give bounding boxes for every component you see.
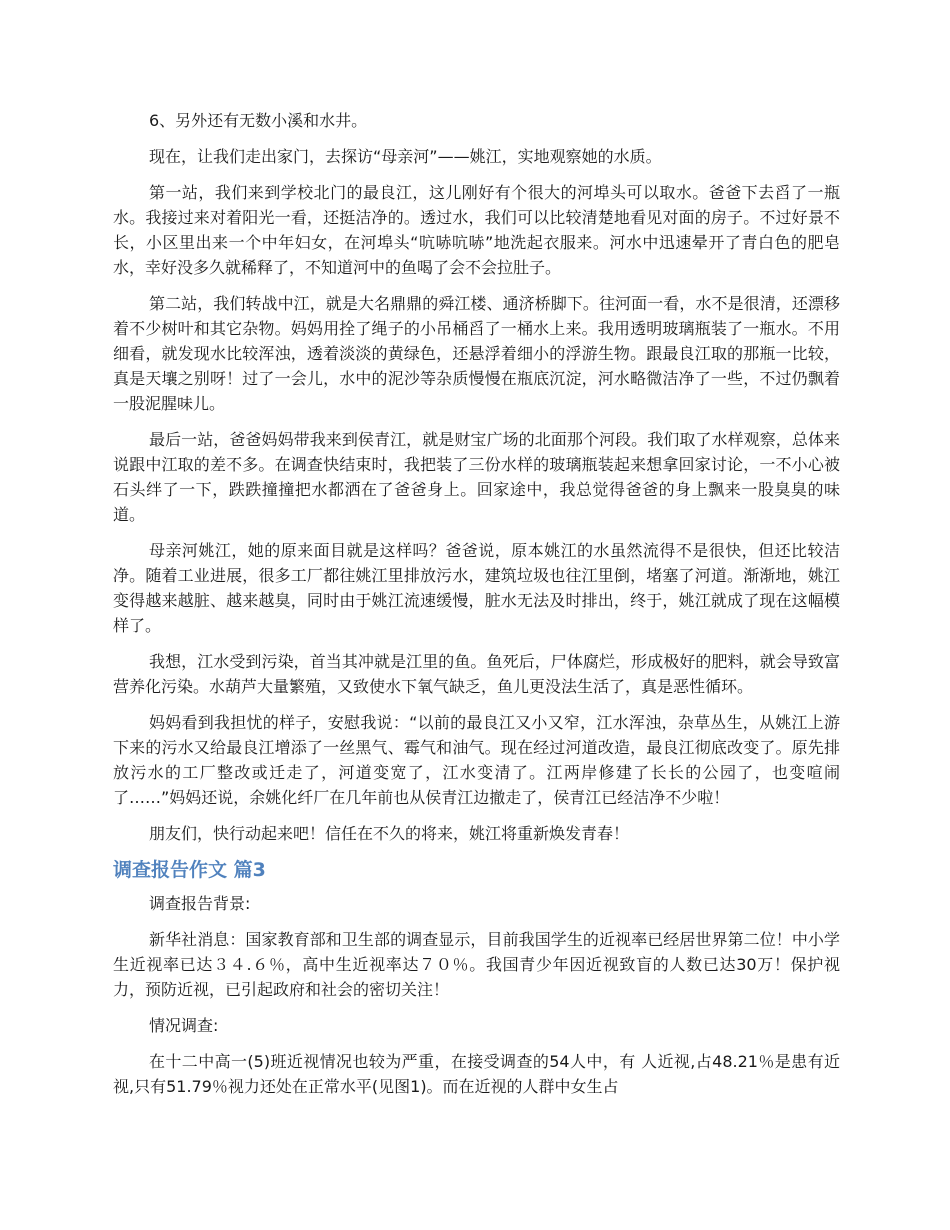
paragraph-7: 我想，江水受到污染，首当其冲就是江里的鱼。鱼死后，尸体腐烂，形成极好的肥料，就会导致富营养化污染。水葫芦大量繁殖，又致使水下氧气缺乏，鱼儿更没法生活了，真是恶性循环。 (113, 652, 840, 696)
paragraph-13: 在十二中高一(5)班近视情况也较为严重，在接受调查的54人中，有 人近视,占48.21％是患有近视,只有51.79％视力还处在正常水平(见图1)。而在近视的人群中女生占 (113, 1052, 840, 1096)
paragraph-4: 第二站，我们转战中江，就是大名鼎鼎的舜江楼、通济桥脚下。往河面一看，水不是很清，还漂移着不少树叶和其它杂物。妈妈用拴了绳子的小吊桶舀了一桶水上来。我用透明玻璃瓶装了一瓶水。不用细看，就发现水比较浑浊，透着淡淡的黄绿色，还悬浮着细小的浮游生物。跟最良江取的那瓶一比较，真是天壤之别呀！过了一会儿，水中的泥沙等杂质慢慢在瓶底沉淀，河水略微洁净了一些，不过仍飘着一股泥腥味儿。 (113, 294, 840, 413)
paragraph-10: 调查报告背景: (149, 894, 251, 913)
paragraph-11: 新华社消息：国家教育部和卫生部的调查显示，目前我国学生的近视率已经居世界第二位！中小学生近视率已达３４.６％，高中生近视率达７０％。我国青少年因近视致盲的人数已达30万！保护视力，预防近视，已引起政府和社会的密切关注！ (113, 930, 840, 999)
document-page (113, 108, 840, 1110)
paragraph-3: 第一站，我们来到学校北门的最良江，这儿刚好有个很大的河埠头可以取水。爸爸下去舀了一瓶水。我接过来对着阳光一看，还挺洁净的。透过水，我们可以比较清楚地看见对面的房子。不过好景不长，小区里出来一个中年妇女，在河埠头“吭哧吭哧”地洗起衣服来。河水中迅速晕开了青白色的肥皂水，幸好没多久就稀释了，不知道河中的鱼喝了会不会拉肚子。 (113, 183, 840, 277)
paragraph-2: 现在，让我们走出家门，去探访“母亲河”——姚江，实地观察她的水质。 (149, 147, 662, 166)
paragraph-9: 朋友们，快行动起来吧！信任在不久的将来，姚江将重新焕发青春！ (149, 824, 630, 843)
paragraph-6: 母亲河姚江，她的原来面目就是这样吗？爸爸说，原本姚江的水虽然流得不是很快，但还比较洁净。随着工业进展，很多工厂都往姚江里排放污水，建筑垃圾也往江里倒，堵塞了河道。渐渐地，姚江变得越来越脏、越来越臭，同时由于姚江流速缓慢，脏水无法及时排出，终于，姚江就成了现在这幅模样了。 (113, 541, 840, 635)
paragraph-12: 情况调查: (149, 1016, 219, 1035)
section-heading: 调查报告作文 篇3 (113, 859, 266, 881)
paragraph-5: 最后一站，爸爸妈妈带我来到侯青江，就是财宝广场的北面那个河段。我们取了水样观察，总体来说跟中江取的差不多。在调查快结束时，我把装了三份水样的玻璃瓶装起来想拿回家讨论，一不小心被石头绊了一下，跌跌撞撞把水都洒在了爸爸身上。回家途中，我总觉得爸爸的身上飘来一股臭臭的味道。 (113, 430, 840, 524)
paragraph-8: 妈妈看到我担忧的样子，安慰我说：“以前的最良江又小又窄，江水浑浊，杂草丛生，从姚江上游下来的污水又给最良江增添了一丝黑气、霉气和油气。现在经过河道改造，最良江彻底改变了。原先排放污水的工厂整改或迁走了，河道变宽了，江水变清了。江两岸修建了长长的公园了，也变喧闹了……”妈妈还说，余姚化纤厂在几年前也从侯青江边撤走了，侯青江已经洁净不少啦！ (113, 713, 840, 807)
paragraph-1: 6、另外还有无数小溪和水井。 (149, 111, 368, 130)
